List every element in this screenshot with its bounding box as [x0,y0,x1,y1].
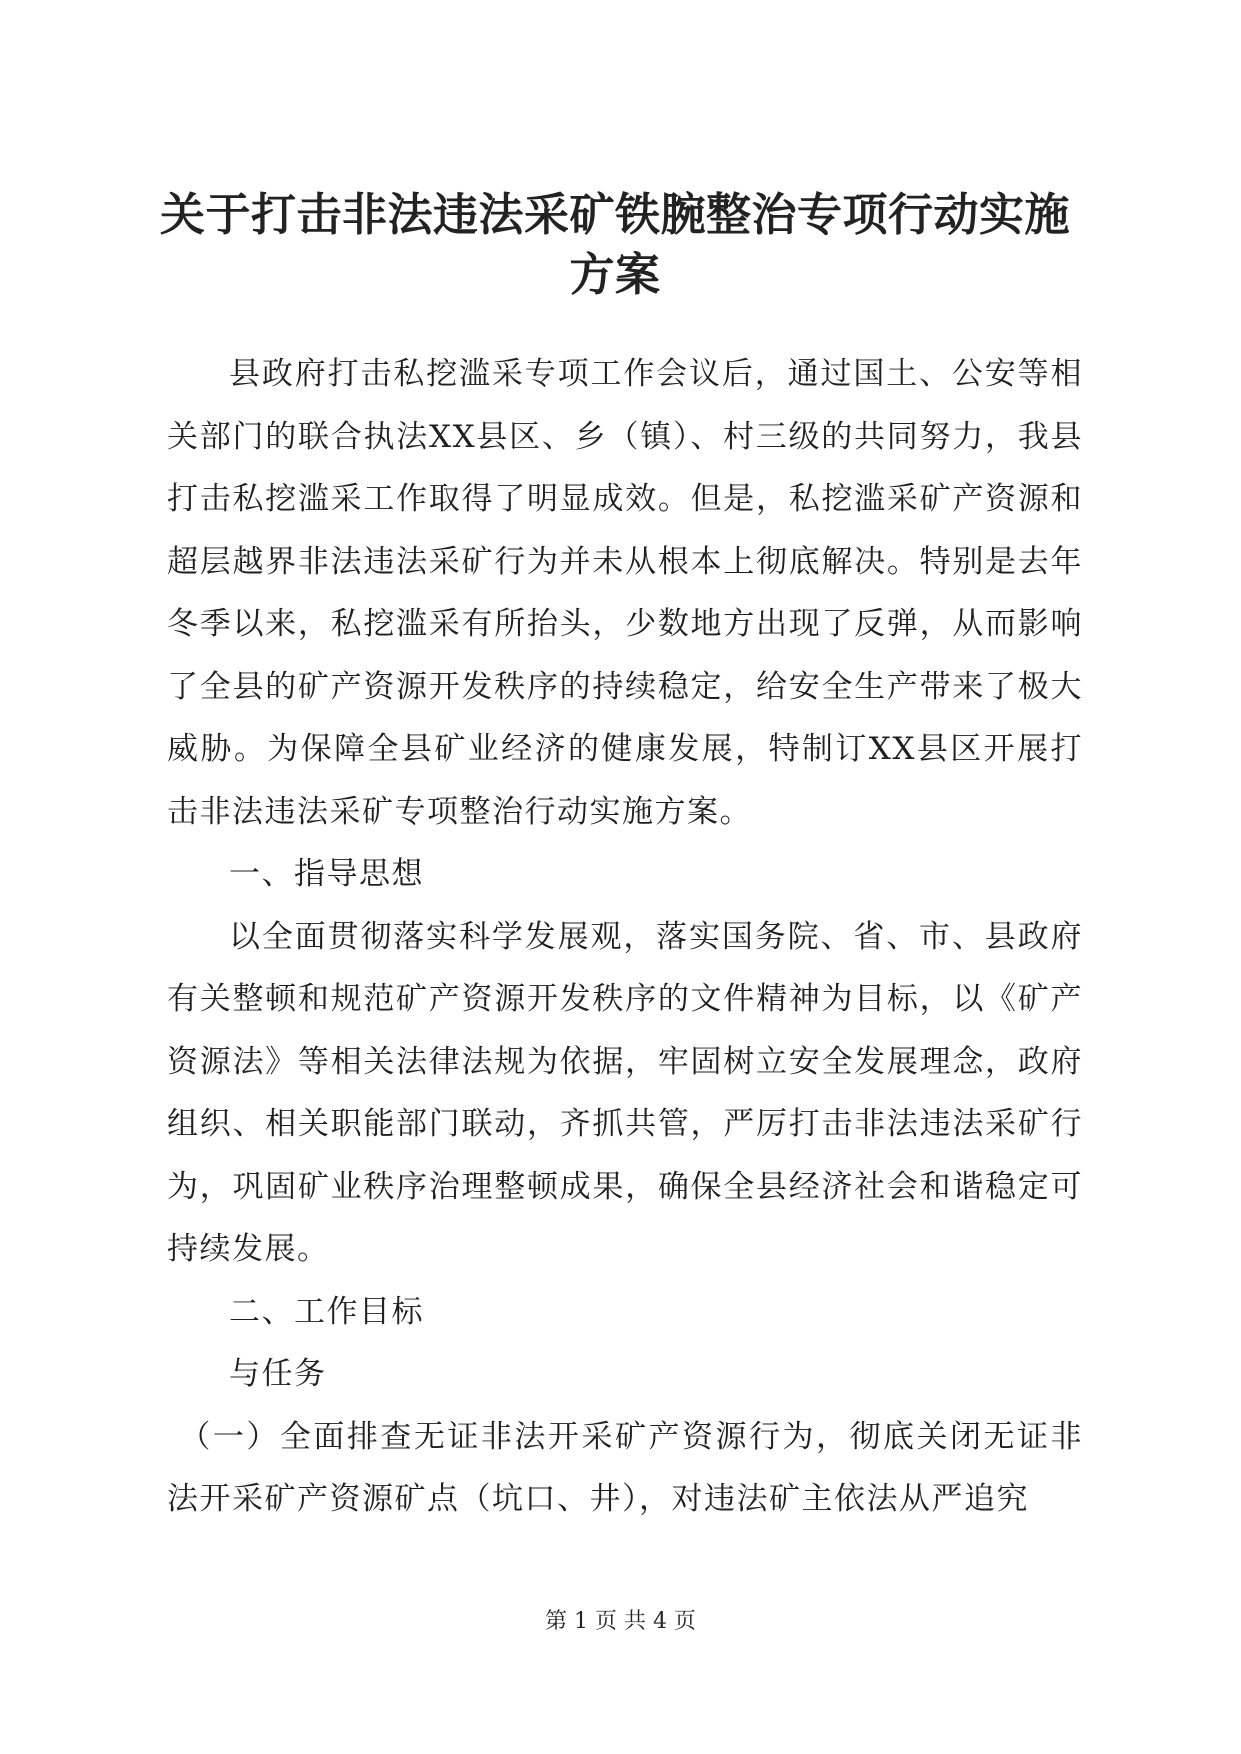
section-heading-guiding-thought: 一、指导思想 [229,856,424,892]
paragraph-guiding-thought: 以全面贯彻落实科学发展观，落实国务院、省、市、县政府有关整顿和规范矿产资源开发秩序的文件精神为目标，以《矿产资源法》等相关法律法规为依据，牢固树立安全发展理念，政府组织、相关职能部门联动，齐抓共管，严厉打击非法违法采矿行为，巩固矿业秩序治理整顿成果，确保全县经济社会和谐稳定可持续发展。 [167,918,1083,1267]
page-footer: 第 1 页 共 4 页 [545,1609,696,1634]
paragraph-intro: 县政府打击私挖滥采专项工作会议后，通过国土、公安等相关部门的联合执法XX县区、乡（镇）、村三级的共同努力，我县打击私挖滥采工作取得了明显成效。但是，私挖滥采矿产资源和超层越界非法违法采矿行为并未从根本上彻底解决。特别是去年冬季以来，私挖滥采有所抬头，少数地方出现了反弹，从而影响了全县的矿产资源开发秩序的持续稳定，给安全生产带来了极大威胁。为保障全县矿业经济的健康发展，特制订XX县区开展打击非法违法采矿专项整治行动实施方案。 [167,356,1083,830]
document-title: 关于打击非法违法采矿铁腕整治专项行动实施方案 [159,188,1070,301]
section-heading-continuation: 与任务 [229,1356,327,1392]
section-heading-work-goals: 二、工作目标 [229,1293,424,1330]
paragraph-item-one: （一）全面排查无证非法开采矿产资源行为，彻底关闭无证非法开采矿产资源矿点（坑口、井），对违法矿主依法从严追究 [167,1418,1083,1517]
document-body [167,343,1083,1531]
